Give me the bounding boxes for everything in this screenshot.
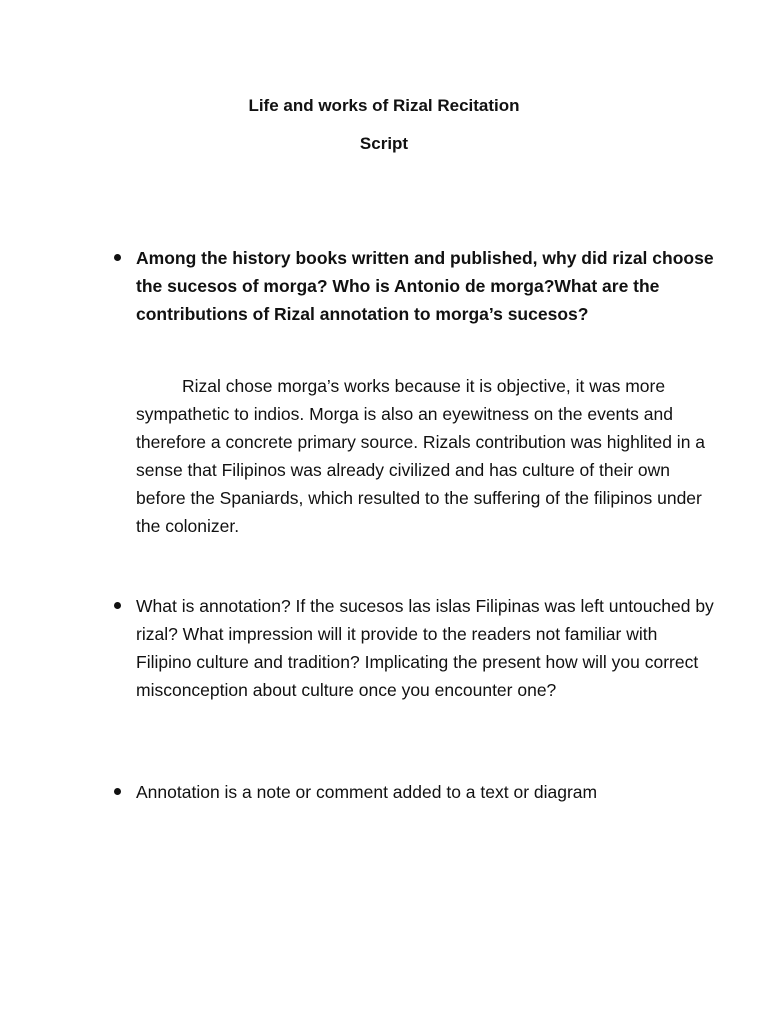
bullet-icon [112, 248, 124, 268]
question-2: What is annotation? If the sucesos las islas Filipinas was left untouched by rizal? What impression will it provide to the readers not familiar with Filipino culture and tradition? Implicating the present how will you correct misconception about culture once you encounter one? [136, 596, 714, 700]
bullet-item-3: Annotation is a note or comment added to a text or diagram [136, 782, 598, 802]
question-1: Among the history books written and published, why did rizal choose the sucesos of morga? Who is Antonio de morga?What are the contributions of Rizal annotation to morga’s sucesos? [136, 248, 714, 324]
document-title: Life and works of Rizal Recitation [248, 96, 520, 115]
answer-1: Rizal chose morga’s works because it is objective, it was more sympathetic to indios. Morga is also an eyewitness on the events and therefore a concrete primary source. Rizals contribution was highlited in a sense that Filipinos was already civilized and has culture of their own before the Spaniards, which resulted to the suffering of the filipinos under the colonizer. [136, 376, 706, 536]
document-subtitle: Script [359, 134, 409, 153]
bullet-icon [112, 782, 124, 802]
bullet-icon [112, 596, 124, 616]
